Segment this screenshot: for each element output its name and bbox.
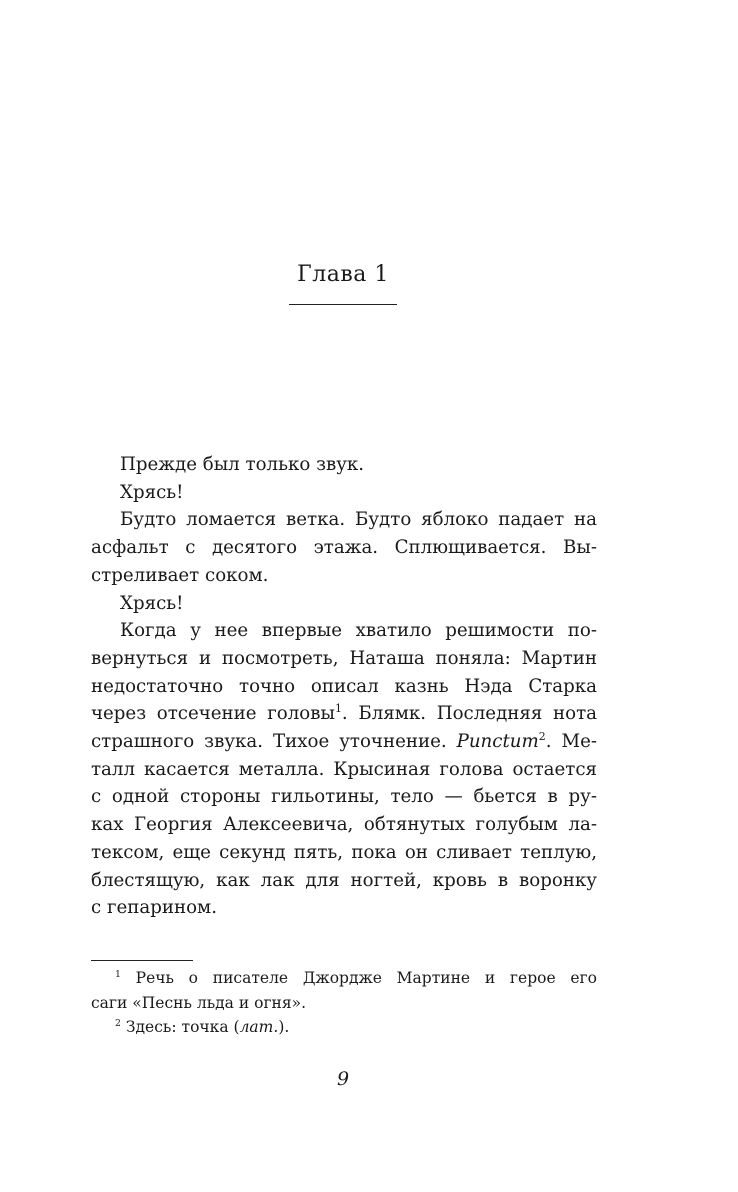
text-line [91,728,597,756]
text-line: асфальт с десятого этажа. Сплющивается. Вы- [91,537,597,559]
text-line: Когда у нее впервые хватило решимости по- [120,620,597,642]
text-line: тексом, еще секунд пять, пока он сливает теплую, [91,841,597,863]
text-fragment: . Ме- [545,731,597,753]
text-line: Прежде был только звук. [120,454,365,475]
text-line: вернуться и посмотреть, Наташа поняла: Мартин [91,647,597,669]
footnote-1-cont: саги «Песнь льда и огня». [91,993,307,1012]
text-line: стреливает соком. [91,564,269,586]
footnote-text: Речь о писателе Джордже Мартине и герое его [120,969,597,987]
footnote-2 [91,1015,597,1040]
text-line: ках Георгия Алексеевича, обтянутых голубым ла- [91,814,597,836]
footnote-marker-2: 2 [115,1017,121,1029]
footnote-1 [91,966,597,991]
text-fragment: страшного звука. Тихое уточнение. [91,731,457,753]
text-fragment: через отсечение головы [91,703,335,725]
text-line [91,700,597,728]
footnote-marker-1: 1 [115,968,121,980]
text-line: Хрясь! [120,481,184,503]
chapter-title: Глава 1 [297,262,389,287]
footnote-ref-2[interactable]: 2 [538,729,546,743]
text-line: блестящую, как лак для ногтей, кровь в воронку [91,869,597,891]
text-line: недостаточно точно описал казнь Нэда Старка [91,675,597,697]
text-line: Хрясь! [120,592,184,614]
page-number: 9 [336,1068,350,1090]
chapter-title-rule [289,304,397,305]
footnote-text: ). [278,1018,290,1036]
italic-term: Punctum [456,731,539,753]
footnote-text: Здесь: точка ( [120,1018,240,1036]
text-line: с гепарином. [91,897,217,919]
text-line: талл касается металла. Крысиная голова остается [91,758,597,780]
text-fragment: . Блямк. Последняя нота [341,703,597,725]
footnote-ref-1[interactable]: 1 [334,702,342,716]
footnotes [91,966,597,1040]
text-line: Будто ломается ветка. Будто яблоко падает на [120,509,597,531]
footnote-rule [91,960,193,961]
footnote-italic: лат. [239,1018,279,1036]
text-line: с одной стороны гильотины, тело — бьется в ру- [91,786,597,808]
body-text [91,451,597,922]
